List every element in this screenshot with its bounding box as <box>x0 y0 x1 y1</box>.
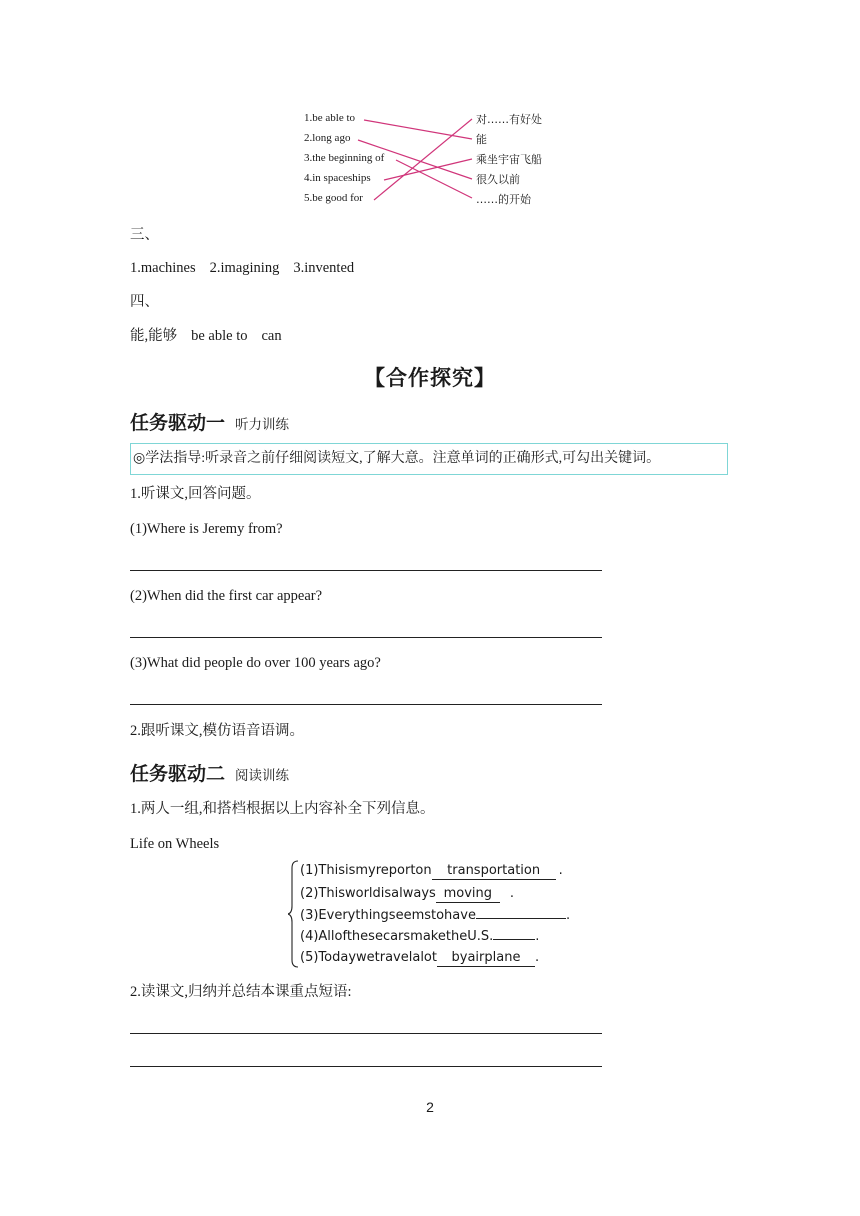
match-right-5: ……的开始 <box>476 193 531 206</box>
match-right-2: 能 <box>476 133 487 146</box>
fill-blank-5[interactable]: byairplane <box>437 949 535 967</box>
match-right-3: 乘坐宇宙飞船 <box>476 153 542 166</box>
answer-line-1[interactable] <box>130 570 602 571</box>
part4-items <box>130 326 282 346</box>
task2-heading <box>130 759 289 786</box>
answer-line-2[interactable] <box>130 637 602 638</box>
answer-line-5[interactable] <box>130 1066 602 1067</box>
fill-line-2 <box>300 884 514 904</box>
fill-line-5 <box>300 948 539 968</box>
task1-subtitle: 听力训练 <box>235 417 290 433</box>
fill-end-2: . <box>509 886 514 901</box>
passage-title: Life on Wheels <box>130 836 220 852</box>
task2-subtitle: 阅读训练 <box>235 768 290 784</box>
fill-line-3 <box>300 906 570 926</box>
answer-1: 1.machines <box>130 260 196 276</box>
answer-line-4[interactable] <box>130 1033 602 1034</box>
part3-heading: 三、 <box>130 227 159 243</box>
task2-q2: 2.读课文,归纳并总结本课重点短语: <box>130 984 352 1000</box>
fill-blank-4[interactable] <box>493 939 535 940</box>
part4-item-2: be able to <box>191 328 248 344</box>
tip-text: ◎学法指导:听录音之前仔细阅读短文,了解大意。注意单词的正确形式,可勾出关键词。 <box>133 451 661 466</box>
match-right-4: 很久以前 <box>476 173 520 186</box>
fill-text-4: (4)AllofthesecarsmaketheU.S. <box>300 929 494 944</box>
match-left-5: 5.be good for <box>304 192 363 204</box>
match-line-5 <box>374 119 472 200</box>
match-lines <box>300 108 562 208</box>
match-left-3: 3.the beginning of <box>304 152 385 164</box>
question-2: (2)When did the first car appear? <box>130 588 323 604</box>
task1-q1-intro: 1.听课文,回答问题。 <box>130 486 261 502</box>
fill-text-5: (5)Todaywetravelalot <box>300 950 437 965</box>
answer-line-3[interactable] <box>130 704 602 705</box>
fill-text-2: (2)Thisworldisalways <box>300 886 436 901</box>
brace-icon <box>288 860 300 968</box>
fill-line-4 <box>300 927 539 947</box>
task2-title: 任务驱动二 <box>130 763 226 785</box>
question-3: (3)What did people do over 100 years ago? <box>130 655 381 671</box>
fill-end-3: . <box>565 908 571 923</box>
match-line-4 <box>384 159 472 180</box>
match-left-2: 2.long ago <box>304 132 351 144</box>
fill-blank-3[interactable] <box>476 918 566 919</box>
match-right-1: 对……有好处 <box>476 113 542 126</box>
fill-blank-2[interactable]: moving <box>436 885 500 903</box>
task2-q1-intro: 1.两人一组,和搭档根据以上内容补全下列信息。 <box>130 801 435 817</box>
fill-end-5: . <box>534 950 540 965</box>
matching-diagram <box>300 108 562 208</box>
task1-heading <box>130 408 289 435</box>
section-title: 【合作探究】 <box>364 366 496 390</box>
task1-q2: 2.跟听课文,模仿语音语调。 <box>130 723 304 739</box>
match-left-1: 1.be able to <box>304 112 356 124</box>
fill-end-1: . <box>558 863 563 878</box>
fill-end-4: . <box>535 929 540 944</box>
fill-blank-1[interactable]: transportation <box>432 862 556 880</box>
part4-item-3: can <box>261 328 282 344</box>
part4-heading: 四、 <box>130 294 159 310</box>
fill-text-3: (3)Everythingseemstohave <box>300 908 476 923</box>
task1-title: 任务驱动一 <box>130 412 226 434</box>
fill-line-1 <box>300 861 563 881</box>
part3-answers <box>130 258 354 278</box>
match-left-4: 4.in spaceships <box>304 172 371 184</box>
page-number: 2 <box>426 1099 434 1115</box>
match-line-1 <box>364 120 472 139</box>
part4-item-1: 能,能够 <box>130 328 178 344</box>
answer-3: 3.invented <box>293 260 355 276</box>
answer-2: 2.imagining <box>209 260 280 276</box>
question-1: (1)Where is Jeremy from? <box>130 521 283 537</box>
fill-text-1: (1)Thisismyreporton <box>300 863 432 878</box>
